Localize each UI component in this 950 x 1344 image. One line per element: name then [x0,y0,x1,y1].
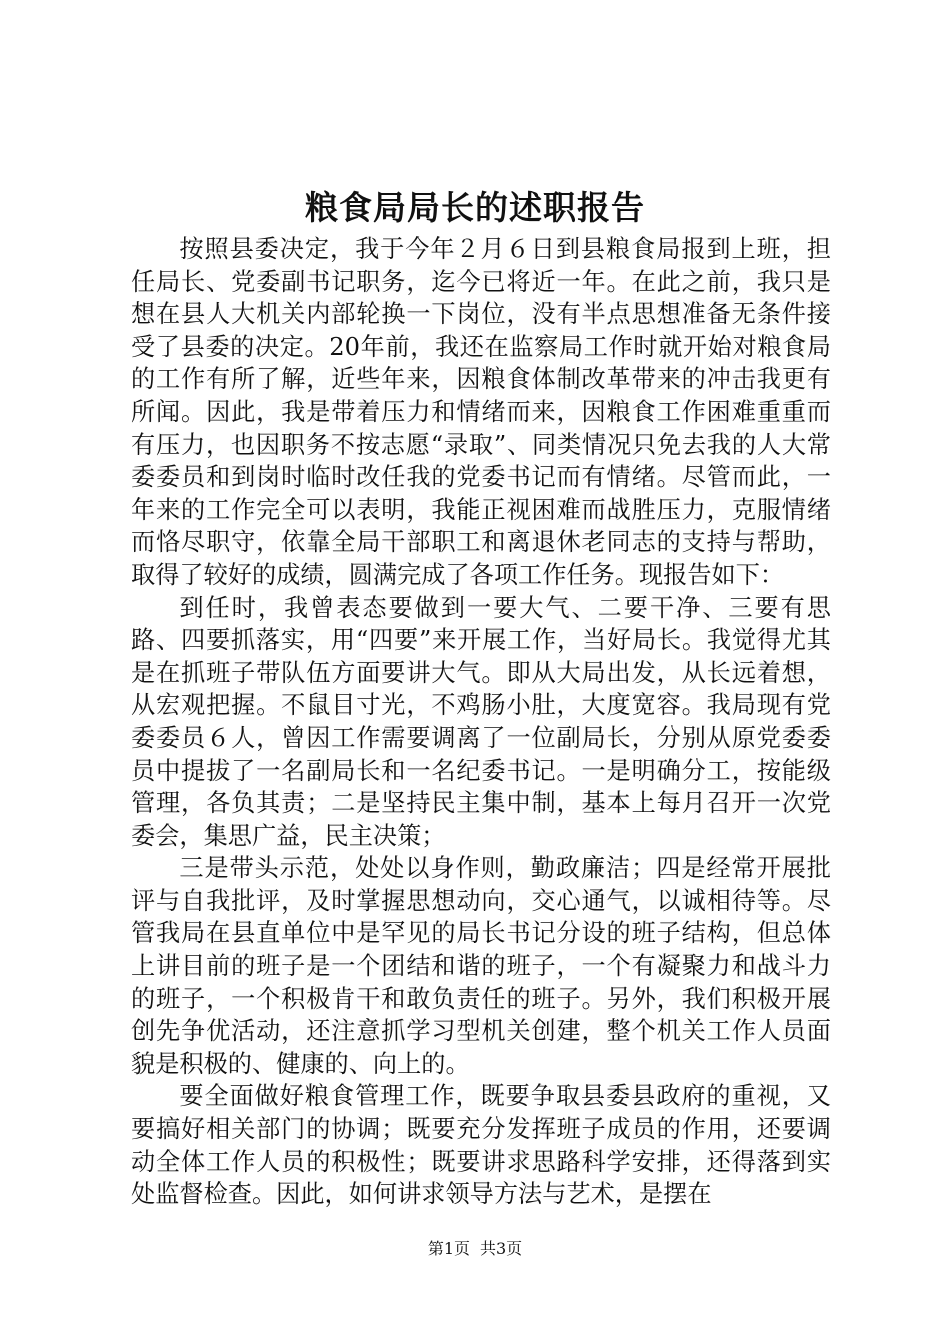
paragraph: 按照县委决定，我于今年２月６日到县粮食局报到上班，担任局长、党委副书记职务，迄今已将近一年。在此之前，我只是想在县人大机关内部轮换一下岗位，没有半点思想准备无条件接受了县委的决定。20年前，我还在监察局工作时就开始对粮食局的工作有所了解，近些年来，因粮食体制改革带来的冲击我更有所闻。因此，我是带着压力和情绪而来，因粮食工作困难重重而有压力，也因职务不按志愿“录取”、同类情况只免去我的人大常委委员和到岗时临时改任我的党委书记而有情绪。尽管而此，一年来的工作完全可以表明，我能正视困难而战胜压力，克服情绪而恪尽职守，依靠全局干部职工和离退休老同志的支持与帮助，取得了较好的成绩，圆满完成了各项工作任务。现报告如下： [131,235,831,589]
paragraph: 三是带头示范，处处以身作则，勤政廉洁；四是经常开展批评与自我批评，及时掌握思想动向，交心通气，以诚相待等。尽管我局在县直单位中是罕见的局长书记分设的班子结构，但总体上讲目前的班子是一个团结和谐的班子，一个有凝聚力和战斗力的班子，一个积极肯干和敢负责任的班子。另外，我们积极开展创先争优活动，还注意抓学习型机关创建，整个机关工作人员面貌是积极的、健康的、向上的。 [131,854,831,1078]
paragraph: 要全面做好粮食管理工作，既要争取县委县政府的重视，又要搞好相关部门的协调；既要充分发挥班子成员的作用，还要调动全体工作人员的积极性；既要讲求思路科学安排，还得落到实处监督检查。因此，如何讲求领导方法与艺术，是摆在 [131,1082,831,1209]
paragraph: 到任时，我曾表态要做到一要大气、二要干净、三要有思路、四要抓落实，用“四要”来开展工作，当好局长。我觉得尤其是在抓班子带队伍方面要讲大气。即从大局出发，从长远着想，从宏观把握。不鼠目寸光，不鸡肠小肚，大度宽容。我局现有党委委员６人，曾因工作需要调离了一位副局长，分别从原党委委员中提拔了一名副局长和一名纪委书记。一是明确分工，按能级管理，各负其责；二是坚持民主集中制，基本上每月召开一次党委会，集思广益，民主决策； [131,593,831,850]
page-total: 共3页 [480,1239,523,1258]
document-body [131,233,831,1211]
page-footer [0,1238,950,1260]
page-number: 第1页 [427,1239,470,1258]
document-title: 粮食局局长的述职报告 [305,188,645,227]
